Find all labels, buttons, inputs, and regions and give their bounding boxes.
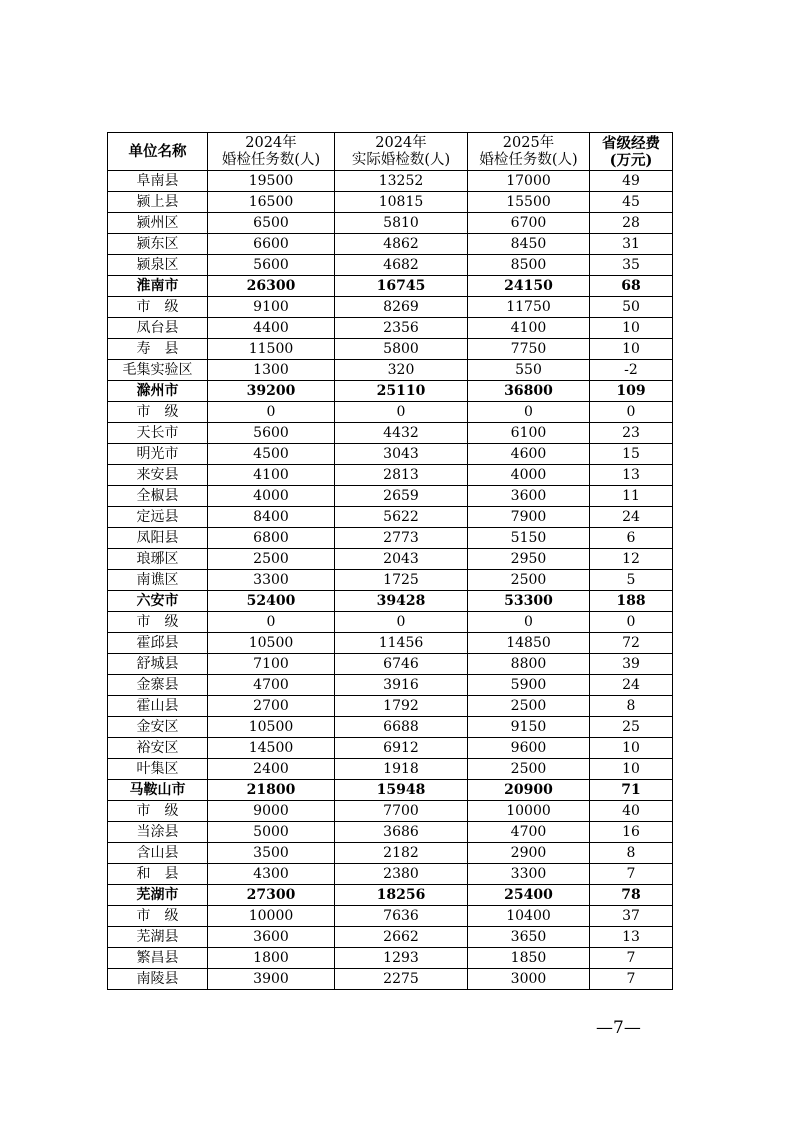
cell-2024-actual: 2662 bbox=[335, 927, 468, 948]
cell-2024-task: 8400 bbox=[208, 507, 335, 528]
cell-unit-name: 全椒县 bbox=[108, 486, 208, 507]
header-line: 婚检任务数(人) bbox=[221, 151, 321, 168]
cell-2025-task: 3600 bbox=[468, 486, 590, 507]
cell-unit-name: 六安市 bbox=[108, 591, 208, 612]
cell-unit-name: 市 级 bbox=[108, 801, 208, 822]
cell-2024-task: 26300 bbox=[208, 276, 335, 297]
table-header-row bbox=[108, 133, 673, 171]
cell-2025-task: 6100 bbox=[468, 423, 590, 444]
cell-unit-name: 明光市 bbox=[108, 444, 208, 465]
cell-2024-actual: 0 bbox=[335, 402, 468, 423]
table-row bbox=[108, 381, 673, 402]
table-row bbox=[108, 759, 673, 780]
cell-provincial-funds: 12 bbox=[590, 549, 673, 570]
cell-2025-task: 20900 bbox=[468, 780, 590, 801]
cell-unit-name: 寿 县 bbox=[108, 339, 208, 360]
table-row bbox=[108, 738, 673, 759]
table-row bbox=[108, 213, 673, 234]
cell-provincial-funds: 188 bbox=[590, 591, 673, 612]
cell-unit-name: 毛集实验区 bbox=[108, 360, 208, 381]
cell-2024-actual: 0 bbox=[335, 612, 468, 633]
table-row bbox=[108, 528, 673, 549]
cell-2024-actual: 16745 bbox=[335, 276, 468, 297]
cell-2025-task: 10400 bbox=[468, 906, 590, 927]
cell-2024-actual: 1792 bbox=[335, 696, 468, 717]
cell-provincial-funds: 11 bbox=[590, 486, 673, 507]
cell-2024-task: 14500 bbox=[208, 738, 335, 759]
header-line: 2024年 bbox=[375, 134, 427, 151]
header-line: 实际婚检数(人) bbox=[351, 151, 451, 168]
cell-unit-name: 含山县 bbox=[108, 843, 208, 864]
table-row bbox=[108, 654, 673, 675]
allocation-table bbox=[107, 132, 673, 990]
cell-2025-task: 5900 bbox=[468, 675, 590, 696]
cell-2024-actual: 4862 bbox=[335, 234, 468, 255]
cell-2024-actual: 15948 bbox=[335, 780, 468, 801]
cell-2024-actual: 4432 bbox=[335, 423, 468, 444]
cell-2024-task: 4000 bbox=[208, 486, 335, 507]
cell-2024-task: 4700 bbox=[208, 675, 335, 696]
cell-2024-actual: 13252 bbox=[335, 171, 468, 192]
table-row bbox=[108, 486, 673, 507]
cell-2025-task: 7750 bbox=[468, 339, 590, 360]
cell-2025-task: 2950 bbox=[468, 549, 590, 570]
table-row bbox=[108, 339, 673, 360]
table-row bbox=[108, 360, 673, 381]
cell-2025-task: 25400 bbox=[468, 885, 590, 906]
cell-2024-task: 0 bbox=[208, 402, 335, 423]
cell-provincial-funds: 78 bbox=[590, 885, 673, 906]
cell-2024-actual: 2043 bbox=[335, 549, 468, 570]
cell-2025-task: 4600 bbox=[468, 444, 590, 465]
cell-2024-actual: 25110 bbox=[335, 381, 468, 402]
cell-2025-task: 15500 bbox=[468, 192, 590, 213]
cell-provincial-funds: 10 bbox=[590, 759, 673, 780]
header-provincial-funds bbox=[590, 133, 673, 171]
cell-2024-actual: 2182 bbox=[335, 843, 468, 864]
cell-provincial-funds: 13 bbox=[590, 927, 673, 948]
cell-2024-task: 16500 bbox=[208, 192, 335, 213]
cell-2025-task: 3650 bbox=[468, 927, 590, 948]
cell-provincial-funds: 71 bbox=[590, 780, 673, 801]
cell-2024-actual: 8269 bbox=[335, 297, 468, 318]
cell-2024-task: 6800 bbox=[208, 528, 335, 549]
cell-provincial-funds: 35 bbox=[590, 255, 673, 276]
cell-unit-name: 颍州区 bbox=[108, 213, 208, 234]
cell-unit-name: 阜南县 bbox=[108, 171, 208, 192]
cell-2024-task: 3600 bbox=[208, 927, 335, 948]
cell-unit-name: 南谯区 bbox=[108, 570, 208, 591]
cell-provincial-funds: 0 bbox=[590, 612, 673, 633]
cell-provincial-funds: 7 bbox=[590, 864, 673, 885]
cell-provincial-funds: 68 bbox=[590, 276, 673, 297]
cell-2024-actual: 2659 bbox=[335, 486, 468, 507]
cell-2025-task: 7900 bbox=[468, 507, 590, 528]
table-row bbox=[108, 444, 673, 465]
cell-2025-task: 9600 bbox=[468, 738, 590, 759]
cell-2025-task: 2900 bbox=[468, 843, 590, 864]
cell-2024-actual: 320 bbox=[335, 360, 468, 381]
table-row bbox=[108, 591, 673, 612]
cell-2025-task: 24150 bbox=[468, 276, 590, 297]
header-line: 2024年 bbox=[245, 134, 297, 151]
cell-2025-task: 3000 bbox=[468, 969, 590, 990]
cell-2024-actual: 4682 bbox=[335, 255, 468, 276]
cell-2024-actual: 5622 bbox=[335, 507, 468, 528]
cell-2024-task: 9100 bbox=[208, 297, 335, 318]
cell-2025-task: 3300 bbox=[468, 864, 590, 885]
table-row bbox=[108, 906, 673, 927]
cell-2024-task: 1800 bbox=[208, 948, 335, 969]
cell-provincial-funds: 24 bbox=[590, 675, 673, 696]
cell-unit-name: 金寨县 bbox=[108, 675, 208, 696]
cell-2024-task: 5600 bbox=[208, 255, 335, 276]
table-row bbox=[108, 885, 673, 906]
cell-2024-actual: 7636 bbox=[335, 906, 468, 927]
cell-2024-task: 3500 bbox=[208, 843, 335, 864]
table-row bbox=[108, 780, 673, 801]
cell-2024-task: 9000 bbox=[208, 801, 335, 822]
cell-provincial-funds: 31 bbox=[590, 234, 673, 255]
cell-unit-name: 凤台县 bbox=[108, 318, 208, 339]
cell-2025-task: 550 bbox=[468, 360, 590, 381]
cell-unit-name: 颍东区 bbox=[108, 234, 208, 255]
table-row bbox=[108, 969, 673, 990]
cell-unit-name: 和 县 bbox=[108, 864, 208, 885]
cell-2024-task: 10000 bbox=[208, 906, 335, 927]
cell-2024-task: 2700 bbox=[208, 696, 335, 717]
table-row bbox=[108, 507, 673, 528]
table-row bbox=[108, 822, 673, 843]
cell-2025-task: 9150 bbox=[468, 717, 590, 738]
cell-2024-actual: 11456 bbox=[335, 633, 468, 654]
cell-provincial-funds: 15 bbox=[590, 444, 673, 465]
cell-2024-task: 2500 bbox=[208, 549, 335, 570]
cell-2024-actual: 5800 bbox=[335, 339, 468, 360]
cell-2025-task: 10000 bbox=[468, 801, 590, 822]
header-line: 2025年 bbox=[502, 134, 555, 151]
cell-2024-actual: 1918 bbox=[335, 759, 468, 780]
cell-2025-task: 14850 bbox=[468, 633, 590, 654]
table-row bbox=[108, 234, 673, 255]
cell-2025-task: 8800 bbox=[468, 654, 590, 675]
cell-2024-task: 6500 bbox=[208, 213, 335, 234]
table-row bbox=[108, 549, 673, 570]
cell-provincial-funds: 45 bbox=[590, 192, 673, 213]
cell-2024-task: 4300 bbox=[208, 864, 335, 885]
cell-provincial-funds: 40 bbox=[590, 801, 673, 822]
cell-provincial-funds: 8 bbox=[590, 696, 673, 717]
header-2025-task bbox=[468, 133, 590, 171]
cell-2024-task: 21800 bbox=[208, 780, 335, 801]
cell-unit-name: 繁昌县 bbox=[108, 948, 208, 969]
table-row bbox=[108, 465, 673, 486]
cell-2025-task: 0 bbox=[468, 612, 590, 633]
cell-unit-name: 颍泉区 bbox=[108, 255, 208, 276]
cell-2024-task: 27300 bbox=[208, 885, 335, 906]
header-line: 省级经费 bbox=[602, 134, 660, 152]
cell-2024-actual: 6746 bbox=[335, 654, 468, 675]
cell-unit-name: 滁州市 bbox=[108, 381, 208, 402]
cell-unit-name: 定远县 bbox=[108, 507, 208, 528]
cell-provincial-funds: 7 bbox=[590, 969, 673, 990]
cell-unit-name: 琅琊区 bbox=[108, 549, 208, 570]
table-row bbox=[108, 864, 673, 885]
cell-2024-task: 2400 bbox=[208, 759, 335, 780]
cell-2025-task: 36800 bbox=[468, 381, 590, 402]
table-row bbox=[108, 612, 673, 633]
cell-provincial-funds: 109 bbox=[590, 381, 673, 402]
cell-2025-task: 4100 bbox=[468, 318, 590, 339]
cell-2025-task: 8450 bbox=[468, 234, 590, 255]
table-row bbox=[108, 171, 673, 192]
cell-2024-task: 6600 bbox=[208, 234, 335, 255]
cell-provincial-funds: 24 bbox=[590, 507, 673, 528]
cell-2024-task: 39200 bbox=[208, 381, 335, 402]
cell-2025-task: 2500 bbox=[468, 570, 590, 591]
cell-unit-name: 凤阳县 bbox=[108, 528, 208, 549]
table-row bbox=[108, 192, 673, 213]
cell-unit-name: 市 级 bbox=[108, 402, 208, 423]
cell-unit-name: 裕安区 bbox=[108, 738, 208, 759]
table-row bbox=[108, 927, 673, 948]
page-number: —7— bbox=[596, 1018, 641, 1038]
cell-unit-name: 叶集区 bbox=[108, 759, 208, 780]
cell-2024-actual: 7700 bbox=[335, 801, 468, 822]
cell-2024-actual: 3686 bbox=[335, 822, 468, 843]
cell-2024-task: 1300 bbox=[208, 360, 335, 381]
cell-provincial-funds: 7 bbox=[590, 948, 673, 969]
cell-provincial-funds: 50 bbox=[590, 297, 673, 318]
cell-provincial-funds: 10 bbox=[590, 339, 673, 360]
table-row bbox=[108, 801, 673, 822]
cell-unit-name: 天长市 bbox=[108, 423, 208, 444]
cell-2025-task: 11750 bbox=[468, 297, 590, 318]
cell-2025-task: 2500 bbox=[468, 759, 590, 780]
cell-unit-name: 南陵县 bbox=[108, 969, 208, 990]
cell-2024-actual: 2356 bbox=[335, 318, 468, 339]
cell-provincial-funds: -2 bbox=[590, 360, 673, 381]
cell-2024-actual: 3916 bbox=[335, 675, 468, 696]
table-row bbox=[108, 318, 673, 339]
cell-provincial-funds: 10 bbox=[590, 738, 673, 759]
cell-unit-name: 舒城县 bbox=[108, 654, 208, 675]
table-row bbox=[108, 675, 673, 696]
cell-2025-task: 5150 bbox=[468, 528, 590, 549]
cell-provincial-funds: 13 bbox=[590, 465, 673, 486]
cell-unit-name: 芜湖县 bbox=[108, 927, 208, 948]
cell-unit-name: 霍山县 bbox=[108, 696, 208, 717]
header-text: 单位名称 bbox=[128, 143, 187, 160]
cell-unit-name: 霍邱县 bbox=[108, 633, 208, 654]
cell-provincial-funds: 37 bbox=[590, 906, 673, 927]
table-row bbox=[108, 297, 673, 318]
table-row bbox=[108, 402, 673, 423]
cell-2024-task: 3300 bbox=[208, 570, 335, 591]
cell-provincial-funds: 6 bbox=[590, 528, 673, 549]
cell-unit-name: 淮南市 bbox=[108, 276, 208, 297]
cell-2024-actual: 2380 bbox=[335, 864, 468, 885]
cell-2024-task: 52400 bbox=[208, 591, 335, 612]
cell-2024-task: 19500 bbox=[208, 171, 335, 192]
cell-provincial-funds: 49 bbox=[590, 171, 673, 192]
cell-provincial-funds: 0 bbox=[590, 402, 673, 423]
header-unit-name bbox=[108, 133, 208, 171]
table-row bbox=[108, 696, 673, 717]
header-line: 婚检任务数(人) bbox=[479, 151, 578, 168]
cell-provincial-funds: 5 bbox=[590, 570, 673, 591]
cell-unit-name: 金安区 bbox=[108, 717, 208, 738]
cell-2024-actual: 2813 bbox=[335, 465, 468, 486]
table-row bbox=[108, 843, 673, 864]
table-row bbox=[108, 633, 673, 654]
cell-2024-actual: 39428 bbox=[335, 591, 468, 612]
cell-provincial-funds: 25 bbox=[590, 717, 673, 738]
cell-2025-task: 4700 bbox=[468, 822, 590, 843]
cell-2024-actual: 5810 bbox=[335, 213, 468, 234]
cell-2024-task: 4400 bbox=[208, 318, 335, 339]
cell-unit-name: 芜湖市 bbox=[108, 885, 208, 906]
cell-2024-actual: 6688 bbox=[335, 717, 468, 738]
cell-2024-task: 5000 bbox=[208, 822, 335, 843]
cell-2024-actual: 18256 bbox=[335, 885, 468, 906]
cell-2025-task: 2500 bbox=[468, 696, 590, 717]
cell-2024-task: 10500 bbox=[208, 633, 335, 654]
cell-2024-task: 3900 bbox=[208, 969, 335, 990]
cell-provincial-funds: 16 bbox=[590, 822, 673, 843]
table-row bbox=[108, 948, 673, 969]
header-2024-actual bbox=[335, 133, 468, 171]
cell-unit-name: 来安县 bbox=[108, 465, 208, 486]
cell-unit-name: 当涂县 bbox=[108, 822, 208, 843]
cell-unit-name: 市 级 bbox=[108, 906, 208, 927]
cell-2025-task: 0 bbox=[468, 402, 590, 423]
table-row bbox=[108, 717, 673, 738]
cell-2024-task: 4500 bbox=[208, 444, 335, 465]
cell-unit-name: 马鞍山市 bbox=[108, 780, 208, 801]
cell-2024-task: 0 bbox=[208, 612, 335, 633]
cell-2025-task: 53300 bbox=[468, 591, 590, 612]
cell-provincial-funds: 8 bbox=[590, 843, 673, 864]
cell-2024-task: 7100 bbox=[208, 654, 335, 675]
cell-2024-actual: 1725 bbox=[335, 570, 468, 591]
cell-2024-actual: 6912 bbox=[335, 738, 468, 759]
cell-provincial-funds: 10 bbox=[590, 318, 673, 339]
header-2024-task bbox=[208, 133, 335, 171]
table-row bbox=[108, 255, 673, 276]
cell-2024-task: 11500 bbox=[208, 339, 335, 360]
cell-provincial-funds: 39 bbox=[590, 654, 673, 675]
table-row bbox=[108, 423, 673, 444]
header-line: (万元) bbox=[609, 151, 653, 169]
cell-2025-task: 8500 bbox=[468, 255, 590, 276]
cell-2025-task: 17000 bbox=[468, 171, 590, 192]
cell-2024-actual: 10815 bbox=[335, 192, 468, 213]
cell-unit-name: 市 级 bbox=[108, 297, 208, 318]
cell-provincial-funds: 28 bbox=[590, 213, 673, 234]
cell-2024-actual: 2275 bbox=[335, 969, 468, 990]
cell-2024-actual: 1293 bbox=[335, 948, 468, 969]
cell-2024-actual: 3043 bbox=[335, 444, 468, 465]
cell-2024-task: 10500 bbox=[208, 717, 335, 738]
cell-2024-task: 5600 bbox=[208, 423, 335, 444]
cell-2024-actual: 2773 bbox=[335, 528, 468, 549]
table-row bbox=[108, 276, 673, 297]
cell-provincial-funds: 23 bbox=[590, 423, 673, 444]
cell-unit-name: 颍上县 bbox=[108, 192, 208, 213]
cell-unit-name: 市 级 bbox=[108, 612, 208, 633]
cell-2024-task: 4100 bbox=[208, 465, 335, 486]
cell-2025-task: 1850 bbox=[468, 948, 590, 969]
table-row bbox=[108, 570, 673, 591]
cell-provincial-funds: 72 bbox=[590, 633, 673, 654]
cell-2025-task: 6700 bbox=[468, 213, 590, 234]
cell-2025-task: 4000 bbox=[468, 465, 590, 486]
